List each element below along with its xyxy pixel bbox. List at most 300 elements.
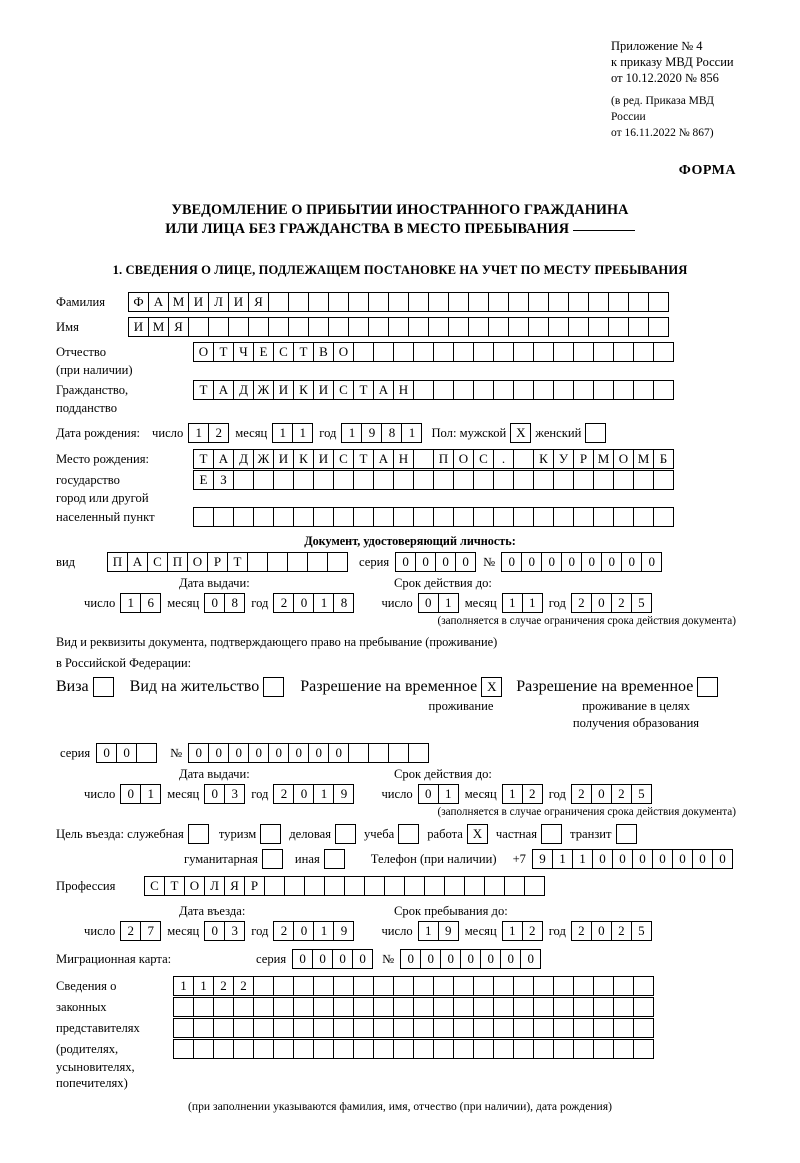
char-cell[interactable] [233,470,254,490]
char-cell[interactable]: 0 [440,949,461,969]
char-cell[interactable]: 0 [420,949,441,969]
char-cell[interactable] [513,380,534,400]
char-cell[interactable]: 0 [204,921,225,941]
permit-valid-year-input[interactable] [571,784,651,804]
char-cell[interactable] [573,1039,594,1059]
char-cell[interactable] [313,976,334,996]
char-cell[interactable] [404,876,425,896]
char-cell[interactable] [513,1018,534,1038]
char-cell[interactable] [473,342,494,362]
char-cell[interactable]: Л [208,292,229,312]
char-cell[interactable] [233,1018,254,1038]
char-cell[interactable]: 0 [541,552,562,572]
char-cell[interactable] [628,292,649,312]
char-cell[interactable] [433,342,454,362]
char-cell[interactable]: И [273,449,294,469]
permit-issue-day-input[interactable] [120,784,160,804]
migration-number-input[interactable] [400,949,540,969]
char-cell[interactable]: 8 [333,593,354,613]
char-cell[interactable]: 1 [502,593,523,613]
char-cell[interactable] [293,1039,314,1059]
char-cell[interactable]: 0 [601,552,622,572]
char-cell[interactable] [408,292,429,312]
char-cell[interactable] [573,997,594,1017]
purpose-service-checkbox[interactable] [188,824,209,844]
legal-rep-input-4[interactable] [173,1039,653,1059]
char-cell[interactable]: 0 [460,949,481,969]
doc-valid-year-input[interactable] [571,593,651,613]
char-cell[interactable]: 0 [96,743,117,763]
char-cell[interactable] [293,1018,314,1038]
char-cell[interactable] [573,380,594,400]
char-cell[interactable] [368,317,389,337]
char-cell[interactable]: 3 [224,784,245,804]
patronymic-input[interactable] [193,342,673,362]
char-cell[interactable]: Т [193,380,214,400]
char-cell[interactable]: Е [193,470,214,490]
char-cell[interactable]: А [373,449,394,469]
char-cell[interactable]: 0 [312,949,333,969]
char-cell[interactable]: У [553,449,574,469]
char-cell[interactable] [353,1018,374,1038]
char-cell[interactable]: 0 [435,552,456,572]
birthplace-input-row2[interactable] [193,470,673,490]
char-cell[interactable] [233,1039,254,1059]
char-cell[interactable] [267,552,288,572]
char-cell[interactable] [273,1018,294,1038]
char-cell[interactable]: И [128,317,149,337]
temp-residence-checkbox[interactable]: X [481,677,502,697]
char-cell[interactable] [653,507,674,527]
char-cell[interactable]: 0 [293,784,314,804]
char-cell[interactable] [253,1018,274,1038]
char-cell[interactable]: С [333,449,354,469]
char-cell[interactable]: 0 [204,593,225,613]
char-cell[interactable] [353,1039,374,1059]
char-cell[interactable]: 8 [381,423,402,443]
char-cell[interactable]: 0 [332,949,353,969]
stay-year-input[interactable] [571,921,651,941]
char-cell[interactable] [528,292,549,312]
char-cell[interactable] [513,507,534,527]
char-cell[interactable] [353,997,374,1017]
char-cell[interactable] [313,470,334,490]
char-cell[interactable]: 1 [438,784,459,804]
char-cell[interactable] [388,317,409,337]
char-cell[interactable] [353,342,374,362]
char-cell[interactable] [473,976,494,996]
char-cell[interactable]: . [493,449,514,469]
char-cell[interactable] [633,976,654,996]
char-cell[interactable] [473,380,494,400]
char-cell[interactable] [304,876,325,896]
legal-rep-input-1[interactable] [173,976,653,996]
char-cell[interactable] [193,1039,214,1059]
char-cell[interactable]: 2 [571,593,592,613]
char-cell[interactable] [433,470,454,490]
doc-issue-day-input[interactable] [120,593,160,613]
char-cell[interactable] [413,380,434,400]
char-cell[interactable]: 5 [631,784,652,804]
char-cell[interactable] [513,997,534,1017]
char-cell[interactable] [453,976,474,996]
char-cell[interactable]: 1 [438,593,459,613]
char-cell[interactable] [393,997,414,1017]
char-cell[interactable] [613,470,634,490]
char-cell[interactable] [384,876,405,896]
char-cell[interactable]: 0 [120,784,141,804]
char-cell[interactable] [608,292,629,312]
doc-series-input[interactable] [395,552,475,572]
char-cell[interactable] [453,470,474,490]
char-cell[interactable] [368,743,389,763]
char-cell[interactable]: 1 [272,423,293,443]
char-cell[interactable]: 1 [401,423,422,443]
char-cell[interactable] [453,507,474,527]
char-cell[interactable]: 9 [333,921,354,941]
char-cell[interactable]: Т [164,876,185,896]
char-cell[interactable] [287,552,308,572]
char-cell[interactable]: 0 [204,784,225,804]
char-cell[interactable] [293,997,314,1017]
char-cell[interactable] [613,1018,634,1038]
char-cell[interactable] [228,317,249,337]
char-cell[interactable]: Т [213,342,234,362]
char-cell[interactable]: О [184,876,205,896]
char-cell[interactable] [548,292,569,312]
char-cell[interactable] [488,317,509,337]
char-cell[interactable] [533,342,554,362]
doc-valid-day-input[interactable] [418,593,458,613]
char-cell[interactable]: 2 [273,784,294,804]
char-cell[interactable]: 0 [520,949,541,969]
char-cell[interactable]: 0 [591,784,612,804]
char-cell[interactable]: 7 [140,921,161,941]
char-cell[interactable] [533,1018,554,1038]
char-cell[interactable]: М [148,317,169,337]
char-cell[interactable] [208,317,229,337]
char-cell[interactable] [553,997,574,1017]
purpose-business-checkbox[interactable] [335,824,356,844]
char-cell[interactable]: О [453,449,474,469]
entry-year-input[interactable] [273,921,353,941]
birth-year-input[interactable] [341,423,421,443]
char-cell[interactable]: Б [653,449,674,469]
char-cell[interactable]: С [273,342,294,362]
char-cell[interactable]: 1 [502,921,523,941]
char-cell[interactable]: В [313,342,334,362]
char-cell[interactable] [473,1018,494,1038]
doc-kind-input[interactable] [107,552,347,572]
char-cell[interactable]: 2 [611,593,632,613]
char-cell[interactable] [193,1018,214,1038]
char-cell[interactable]: 1 [552,849,573,869]
char-cell[interactable] [313,1039,334,1059]
char-cell[interactable] [588,292,609,312]
char-cell[interactable]: 2 [571,784,592,804]
char-cell[interactable] [504,876,525,896]
char-cell[interactable]: П [167,552,188,572]
char-cell[interactable] [273,470,294,490]
char-cell[interactable]: О [333,342,354,362]
char-cell[interactable]: 0 [268,743,289,763]
char-cell[interactable]: 0 [188,743,209,763]
char-cell[interactable] [553,1018,574,1038]
char-cell[interactable]: А [148,292,169,312]
char-cell[interactable] [393,976,414,996]
char-cell[interactable]: С [144,876,165,896]
char-cell[interactable] [468,317,489,337]
char-cell[interactable]: О [187,552,208,572]
char-cell[interactable] [468,292,489,312]
char-cell[interactable] [653,380,674,400]
char-cell[interactable]: Р [244,876,265,896]
char-cell[interactable]: Д [233,449,254,469]
char-cell[interactable]: Я [248,292,269,312]
char-cell[interactable] [428,317,449,337]
char-cell[interactable]: 0 [418,593,439,613]
char-cell[interactable] [433,997,454,1017]
char-cell[interactable]: А [213,380,234,400]
char-cell[interactable] [633,470,654,490]
char-cell[interactable] [633,380,654,400]
char-cell[interactable]: 1 [120,593,141,613]
char-cell[interactable] [553,1039,574,1059]
char-cell[interactable]: 0 [500,949,521,969]
char-cell[interactable] [248,317,269,337]
char-cell[interactable] [353,470,374,490]
char-cell[interactable] [213,997,234,1017]
name-input[interactable] [128,317,668,337]
char-cell[interactable]: 2 [120,921,141,941]
char-cell[interactable]: И [313,449,334,469]
char-cell[interactable]: О [613,449,634,469]
char-cell[interactable]: 0 [293,593,314,613]
permit-valid-day-input[interactable] [418,784,458,804]
char-cell[interactable] [324,876,345,896]
char-cell[interactable] [633,1018,654,1038]
char-cell[interactable]: 1 [313,784,334,804]
char-cell[interactable]: Е [253,342,274,362]
char-cell[interactable]: С [147,552,168,572]
char-cell[interactable]: Л [204,876,225,896]
char-cell[interactable] [413,470,434,490]
char-cell[interactable] [573,507,594,527]
char-cell[interactable]: 0 [521,552,542,572]
char-cell[interactable]: 1 [313,921,334,941]
char-cell[interactable]: С [473,449,494,469]
char-cell[interactable]: 1 [140,784,161,804]
char-cell[interactable] [173,1018,194,1038]
char-cell[interactable] [213,507,234,527]
char-cell[interactable]: 6 [140,593,161,613]
char-cell[interactable] [188,317,209,337]
birth-month-input[interactable] [272,423,312,443]
char-cell[interactable] [613,976,634,996]
char-cell[interactable] [648,317,669,337]
char-cell[interactable]: Р [207,552,228,572]
char-cell[interactable] [593,1018,614,1038]
char-cell[interactable] [473,507,494,527]
doc-issue-month-input[interactable] [204,593,244,613]
char-cell[interactable]: Т [293,342,314,362]
char-cell[interactable]: 0 [480,949,501,969]
char-cell[interactable] [513,470,534,490]
char-cell[interactable] [393,507,414,527]
purpose-private-checkbox[interactable] [541,824,562,844]
doc-number-input[interactable] [501,552,661,572]
char-cell[interactable] [593,507,614,527]
char-cell[interactable] [328,317,349,337]
char-cell[interactable]: Н [393,380,414,400]
char-cell[interactable] [648,292,669,312]
char-cell[interactable]: 0 [248,743,269,763]
char-cell[interactable]: 2 [233,976,254,996]
char-cell[interactable]: 8 [224,593,245,613]
char-cell[interactable]: 0 [208,743,229,763]
char-cell[interactable] [253,1039,274,1059]
char-cell[interactable] [333,976,354,996]
permit-series-input[interactable] [96,743,156,763]
char-cell[interactable] [333,1039,354,1059]
char-cell[interactable] [268,317,289,337]
birthplace-input-row3[interactable] [193,507,673,527]
char-cell[interactable] [373,507,394,527]
char-cell[interactable] [513,342,534,362]
char-cell[interactable] [308,317,329,337]
char-cell[interactable] [533,470,554,490]
char-cell[interactable] [373,470,394,490]
permit-issue-year-input[interactable] [273,784,353,804]
char-cell[interactable]: 0 [592,849,613,869]
char-cell[interactable] [573,1018,594,1038]
char-cell[interactable] [333,1018,354,1038]
char-cell[interactable] [373,342,394,362]
doc-issue-year-input[interactable] [273,593,353,613]
char-cell[interactable] [313,507,334,527]
char-cell[interactable]: 0 [612,849,633,869]
char-cell[interactable] [388,743,409,763]
purpose-other-checkbox[interactable] [324,849,345,869]
char-cell[interactable]: Ч [233,342,254,362]
char-cell[interactable]: М [633,449,654,469]
char-cell[interactable] [464,876,485,896]
char-cell[interactable] [548,317,569,337]
profession-input[interactable] [144,876,544,896]
char-cell[interactable] [473,470,494,490]
char-cell[interactable] [593,380,614,400]
char-cell[interactable]: Ж [253,380,274,400]
char-cell[interactable]: 1 [418,921,439,941]
char-cell[interactable] [633,1039,654,1059]
entry-month-input[interactable] [204,921,244,941]
char-cell[interactable]: Т [353,380,374,400]
char-cell[interactable] [253,976,274,996]
char-cell[interactable] [633,507,654,527]
char-cell[interactable] [553,470,574,490]
char-cell[interactable] [573,976,594,996]
char-cell[interactable] [348,743,369,763]
char-cell[interactable]: 0 [116,743,137,763]
char-cell[interactable] [233,997,254,1017]
char-cell[interactable]: 5 [631,593,652,613]
char-cell[interactable] [453,380,474,400]
char-cell[interactable]: И [188,292,209,312]
char-cell[interactable] [493,380,514,400]
char-cell[interactable] [573,342,594,362]
char-cell[interactable] [413,1039,434,1059]
char-cell[interactable] [213,1039,234,1059]
char-cell[interactable]: М [168,292,189,312]
char-cell[interactable]: А [373,380,394,400]
char-cell[interactable] [307,552,328,572]
char-cell[interactable] [428,292,449,312]
char-cell[interactable]: Т [193,449,214,469]
char-cell[interactable] [533,380,554,400]
char-cell[interactable] [327,552,348,572]
permit-valid-month-input[interactable] [502,784,542,804]
char-cell[interactable]: И [313,380,334,400]
char-cell[interactable]: 0 [415,552,436,572]
char-cell[interactable] [433,976,454,996]
char-cell[interactable] [293,976,314,996]
char-cell[interactable]: 0 [641,552,662,572]
char-cell[interactable] [533,1039,554,1059]
char-cell[interactable]: С [333,380,354,400]
char-cell[interactable]: А [213,449,234,469]
char-cell[interactable]: 0 [672,849,693,869]
char-cell[interactable]: 2 [571,921,592,941]
char-cell[interactable] [273,1039,294,1059]
char-cell[interactable] [293,507,314,527]
char-cell[interactable] [313,1018,334,1038]
char-cell[interactable] [493,997,514,1017]
purpose-tourism-checkbox[interactable] [260,824,281,844]
char-cell[interactable] [433,507,454,527]
char-cell[interactable] [273,997,294,1017]
char-cell[interactable]: 2 [611,921,632,941]
char-cell[interactable] [608,317,629,337]
char-cell[interactable] [413,342,434,362]
char-cell[interactable] [328,292,349,312]
char-cell[interactable]: 1 [193,976,214,996]
char-cell[interactable]: 1 [522,593,543,613]
char-cell[interactable]: Р [573,449,594,469]
char-cell[interactable]: Ф [128,292,149,312]
char-cell[interactable] [568,317,589,337]
char-cell[interactable] [393,1018,414,1038]
char-cell[interactable] [513,449,534,469]
birthplace-input-row1[interactable] [193,449,673,469]
citizenship-input[interactable] [193,380,673,400]
char-cell[interactable]: 0 [293,921,314,941]
char-cell[interactable]: А [127,552,148,572]
char-cell[interactable] [473,997,494,1017]
char-cell[interactable] [593,1039,614,1059]
char-cell[interactable] [528,317,549,337]
char-cell[interactable] [493,342,514,362]
char-cell[interactable] [524,876,545,896]
char-cell[interactable] [393,470,414,490]
char-cell[interactable] [573,470,594,490]
char-cell[interactable] [233,507,254,527]
char-cell[interactable]: 0 [692,849,713,869]
char-cell[interactable] [193,507,214,527]
char-cell[interactable]: Д [233,380,254,400]
char-cell[interactable]: 2 [208,423,229,443]
char-cell[interactable] [493,1039,514,1059]
char-cell[interactable] [533,997,554,1017]
